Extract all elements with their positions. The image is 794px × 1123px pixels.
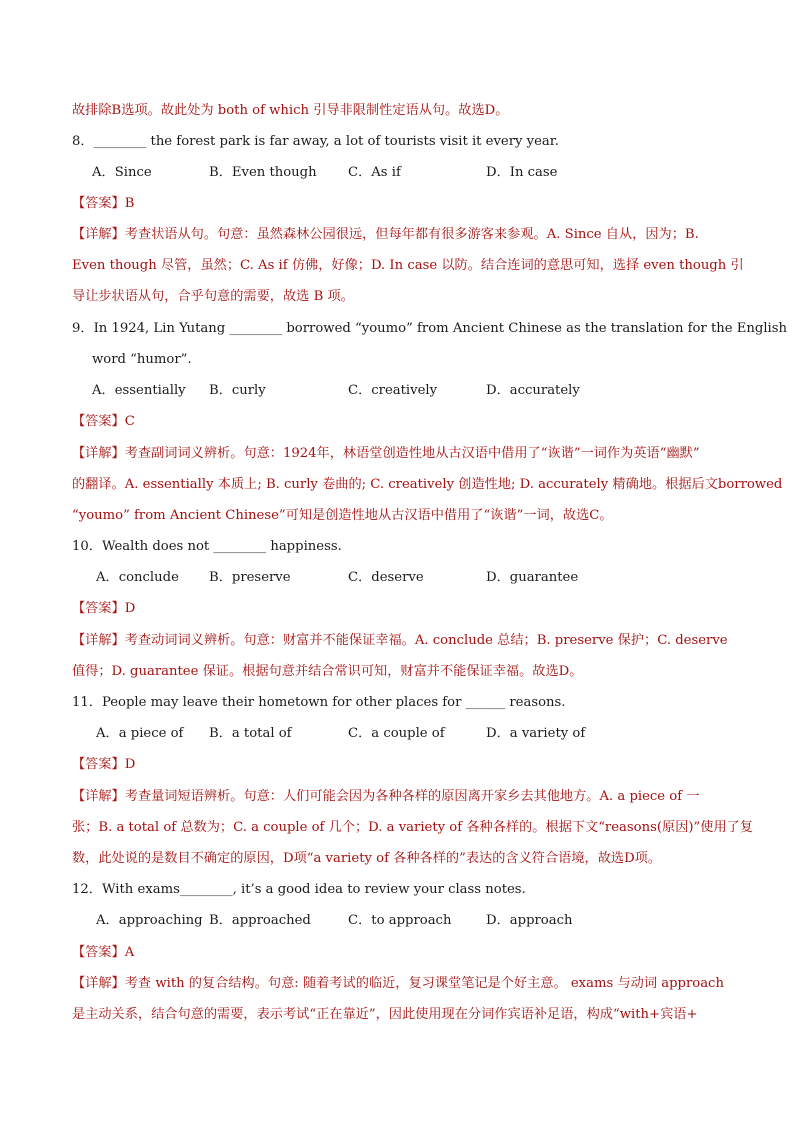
option-b: B．curly [209, 383, 266, 398]
option-a: A．approaching [96, 913, 203, 928]
explanation-12-line-1: 【详解】考查 with 的复合结构。句意: 随着考试的临近，复习课堂笔记是个好主意。 exams 与动词 approach [72, 976, 724, 991]
question-8: 8．________ the forest park is far away, a lot of tourists visit it every year. [72, 134, 559, 149]
explanation-10-line-1: 【详解】考查动词词义辨析。句意：财富并不能保证幸福。A. conclude 总结；B. preserve 保护；C. deserve [72, 633, 728, 648]
explanation-9-line-3: “youmo” from Ancient Chinese”可知是创造性地从古汉语中借用了“诙谐”一词，故选C。 [72, 508, 613, 523]
option-b: B．approached [209, 913, 311, 928]
explanation-11-line-2: 张；B. a total of 总数为；C. a couple of 几个；D. a variety of 各种各样的。根据下文“reasons(原因)”使用了复 [72, 820, 754, 835]
option-d: D．guarantee [486, 570, 579, 585]
option-b: B．Even though [209, 165, 317, 180]
option-d: D．a variety of [486, 726, 586, 741]
question-10: 10．Wealth does not ________ happiness. [72, 539, 342, 554]
question-12: 12．With exams________, it’s a good idea to review your class notes. [72, 882, 526, 897]
option-b: B．a total of [209, 726, 292, 741]
question-11: 11．People may leave their hometown for other places for ______ reasons. [72, 695, 566, 710]
explanation-11-line-3: 数，此处说的是数目不确定的原因，D项“a variety of 各种各样的”表达的含义符合语境，故选D项。 [72, 851, 662, 866]
question-9-line-2: word “humor”. [92, 352, 192, 367]
explanation-8-line-2: Even though 尽管，虽然；C. As if 仿佛，好像；D. In case 以防。结合连词的意思可知，选择 even though 引 [72, 258, 744, 273]
option-b: B．preserve [209, 570, 291, 585]
explanation-line: 故排除B选项。故此处为 both of which 引导非限制性定语从句。故选D。 [72, 103, 509, 118]
option-d: D．approach [486, 913, 573, 928]
option-a: A．essentially [92, 383, 186, 398]
answer-10: 【答案】D [72, 601, 136, 616]
explanation-9-line-1: 【详解】考查副词词义辨析。句意：1924年，林语堂创造性地从古汉语中借用了“诙谐”一词作为英语“幽默” [72, 446, 700, 461]
explanation-8-line-1: 【详解】考查状语从句。句意：虽然森林公园很远，但每年都有很多游客来参观。A. Since 自从，因为；B. [72, 227, 699, 242]
option-c: C．to approach [348, 913, 452, 928]
answer-11: 【答案】D [72, 757, 136, 772]
option-c: C．a couple of [348, 726, 445, 741]
option-c: C．deserve [348, 570, 424, 585]
explanation-11-line-1: 【详解】考查量词短语辨析。句意：人们可能会因为各种各样的原因离开家乡去其他地方。A. a piece of 一 [72, 789, 700, 804]
answer-8: 【答案】B [72, 196, 135, 211]
option-a: A．Since [92, 165, 152, 180]
answer-9: 【答案】C [72, 414, 135, 429]
option-d: D．In case [486, 165, 558, 180]
option-d: D．accurately [486, 383, 580, 398]
question-9-line-1: 9．In 1924, Lin Yutang ________ borrowed “youmo” from Ancient Chinese as the translation for the English [72, 321, 788, 336]
explanation-10-line-2: 值得；D. guarantee 保证。根据句意并结合常识可知，财富并不能保证幸福。故选D。 [72, 664, 583, 679]
option-c: C．creatively [348, 383, 438, 398]
option-a: A．conclude [96, 570, 179, 585]
explanation-9-line-2: 的翻译。A. essentially 本质上; B. curly 卷曲的; C. creatively 创造性地; D. accurately 精确地。根据后文borrowed [72, 477, 783, 492]
option-c: C．As if [348, 165, 401, 180]
option-a: A．a piece of [96, 726, 184, 741]
explanation-8-line-3: 导让步状语从句，合乎句意的需要，故选 B 项。 [72, 289, 354, 304]
explanation-12-line-2: 是主动关系，结合句意的需要，表示考试“正在靠近”，因此使用现在分词作宾语补足语，构成“with+宾语+ [72, 1007, 698, 1022]
answer-12: 【答案】A [72, 945, 135, 960]
